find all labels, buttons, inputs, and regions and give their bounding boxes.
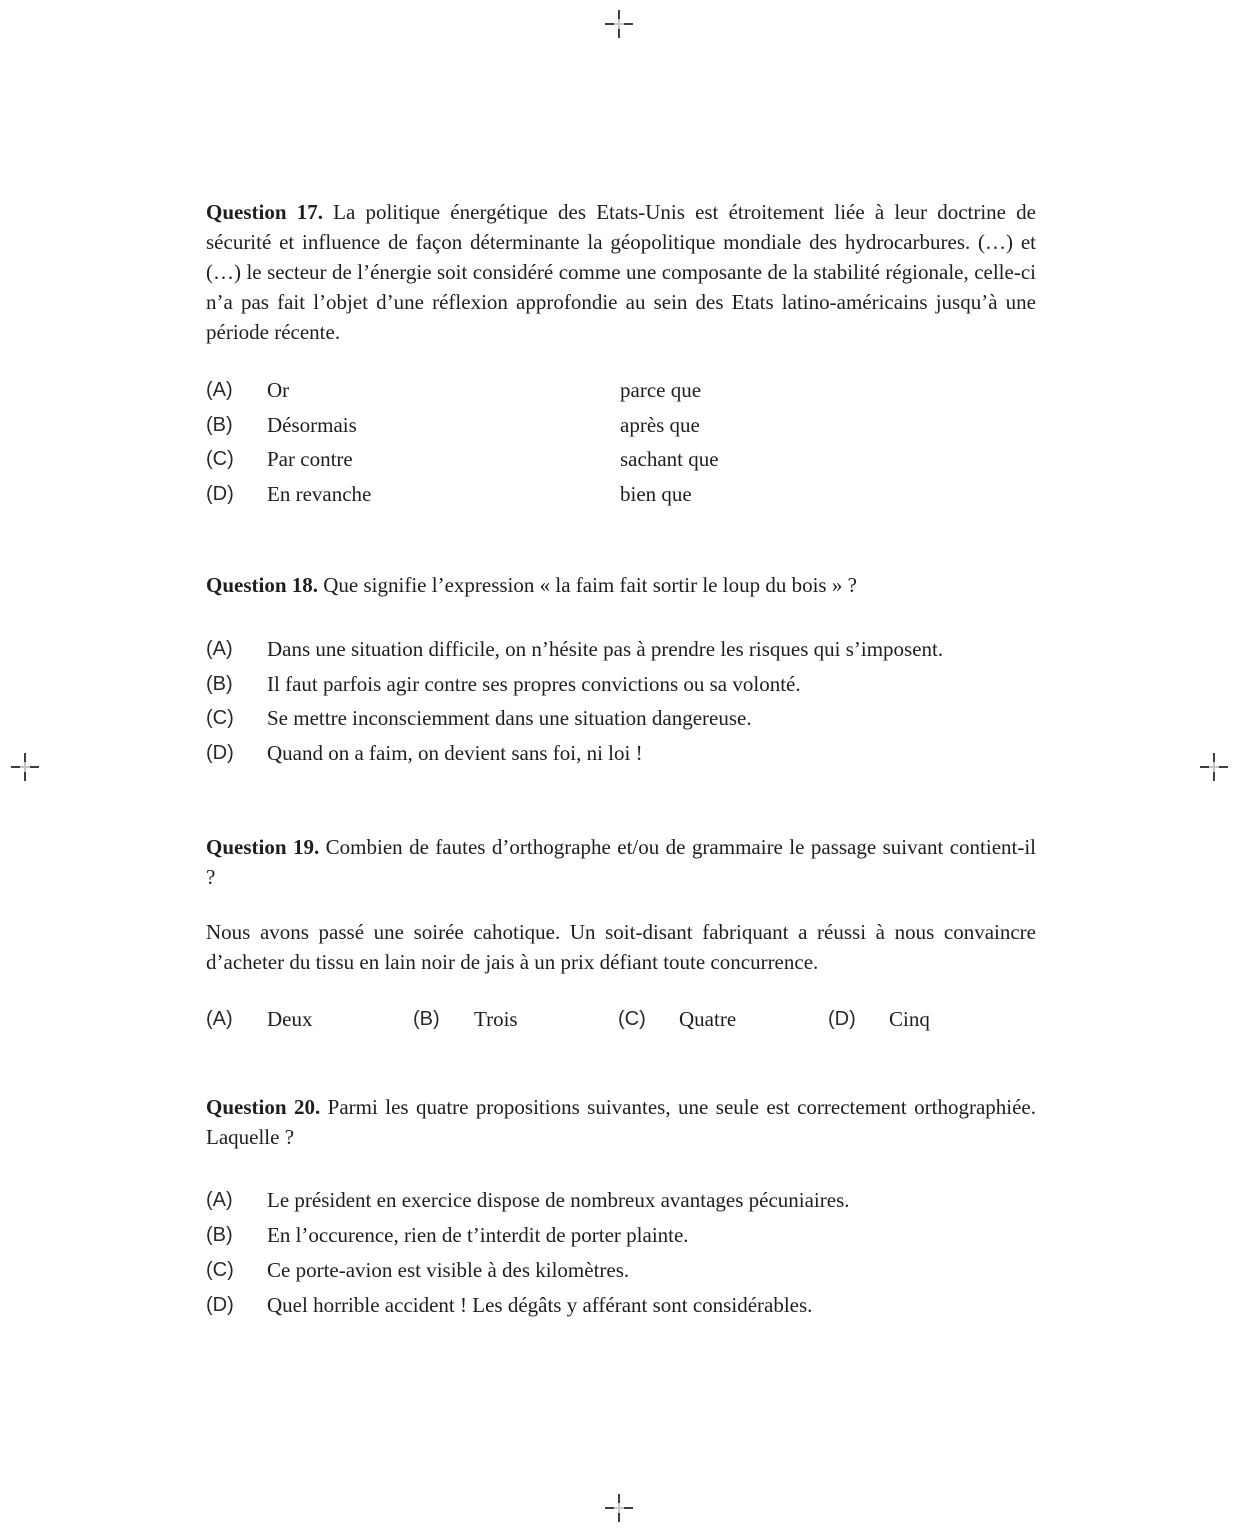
option-row xyxy=(206,373,1036,408)
option-row xyxy=(206,736,1036,771)
option-letter: (C) xyxy=(206,707,234,729)
option-cell xyxy=(413,1002,618,1037)
option-letter: (D) xyxy=(828,1008,856,1030)
option-text: Quand on a faim, on devient sans foi, ni loi ! xyxy=(267,740,643,765)
option-second-column: bien que xyxy=(620,481,692,506)
option-letter: (B) xyxy=(206,413,233,436)
option-text: Quatre xyxy=(679,1007,737,1031)
option-letter: (A) xyxy=(206,1008,233,1030)
question-17-body: La politique énergétique des Etats-Unis est étroitement liée à leur doctrine de sécurité et influence de façon déterminante la géopolitique mondiale des hydrocarbures. (…) et (…) le secteur de l’énergie soit considéré comme une composante de la stabilité régionale, celle-ci n’a pas fait l’objet d’une réflexion approfondie au sein des Etats latino-américains jusqu’à une période récente. xyxy=(206,200,1037,344)
question-19-paragraph xyxy=(206,832,1036,892)
question-17-options xyxy=(206,373,1036,511)
option-row xyxy=(206,1218,1036,1253)
option-letter: (A) xyxy=(206,379,233,401)
option-letter: (D) xyxy=(206,741,234,764)
option-second-column: sachant que xyxy=(620,447,719,471)
option-row xyxy=(206,701,1036,736)
question-18-label: Question 18. xyxy=(206,573,319,597)
option-letter: (C) xyxy=(618,1008,646,1030)
option-first-column: En revanche xyxy=(267,481,372,506)
option-row xyxy=(206,477,1036,512)
option-letter: (A) xyxy=(206,1189,233,1211)
option-text: Dans une situation difficile, on n’hésite pas à prendre les risques qui s’imposent. xyxy=(267,637,944,661)
option-letter: (B) xyxy=(206,1224,233,1246)
option-row xyxy=(206,1183,1036,1218)
option-text: Cinq xyxy=(889,1007,930,1031)
option-text: Deux xyxy=(267,1007,313,1031)
registration-mark-bottom xyxy=(605,1494,633,1522)
option-letter: (B) xyxy=(206,672,233,695)
question-19-options xyxy=(206,1002,1036,1037)
option-first-column: Par contre xyxy=(267,447,353,471)
question-20-label: Question 20. xyxy=(206,1095,321,1119)
question-19-passage: Nous avons passé une soirée cahotique. Un soit-disant fabriquant a réussi à nous convaincre d’acheter du tissu en lain noir de jais à un prix défiant toute concurrence. xyxy=(206,920,1036,974)
option-letter: (D) xyxy=(206,482,234,505)
option-text: Se mettre inconsciemment dans une situation dangereuse. xyxy=(267,706,752,730)
option-letter: (C) xyxy=(206,448,234,470)
question-17-paragraph xyxy=(206,197,1036,347)
option-cell xyxy=(618,1002,828,1037)
option-first-column: Or xyxy=(267,378,290,402)
option-letter: (D) xyxy=(206,1294,234,1316)
option-text: Le président en exercice dispose de nombreux avantages pécuniaires. xyxy=(267,1188,850,1212)
option-cell xyxy=(206,1002,413,1037)
option-letter: (B) xyxy=(413,1008,440,1030)
option-text: Il faut parfois agir contre ses propres convictions ou sa volonté. xyxy=(267,671,801,696)
option-row xyxy=(206,1253,1036,1288)
option-first-column: Désormais xyxy=(267,412,357,437)
option-row xyxy=(206,667,1036,702)
option-text: Quel horrible accident ! Les dégâts y afférant sont considérables. xyxy=(267,1293,813,1317)
option-row xyxy=(206,1288,1036,1323)
question-18-options xyxy=(206,632,1036,770)
option-text: En l’occurence, rien de t’interdit de porter plainte. xyxy=(267,1223,689,1247)
question-17-label: Question 17. xyxy=(206,200,323,224)
registration-mark-right xyxy=(1200,753,1228,781)
option-second-column: parce que xyxy=(620,378,702,402)
question-20-options xyxy=(206,1183,1036,1323)
option-cell xyxy=(828,1002,1036,1037)
registration-mark-top xyxy=(605,10,633,38)
question-19-label: Question 19. xyxy=(206,835,320,859)
question-19-body: Combien de fautes d’orthographe et/ou de grammaire le passage suivant contient-il ? xyxy=(206,835,1037,889)
question-20-body: Parmi les quatre propositions suivantes, une seule est correctement orthographiée. Laquelle ? xyxy=(206,1095,1037,1149)
question-18-body: Que signifie l’expression « la faim fait sortir le loup du bois » ? xyxy=(323,573,857,597)
option-letter: (A) xyxy=(206,638,233,660)
option-letter: (C) xyxy=(206,1259,234,1281)
option-text: Trois xyxy=(474,1007,518,1031)
option-second-column: après que xyxy=(620,412,700,437)
question-20-paragraph xyxy=(206,1092,1036,1152)
option-text: Ce porte-avion est visible à des kilomètres. xyxy=(267,1258,630,1282)
question-18-paragraph xyxy=(206,570,1036,600)
option-row xyxy=(206,442,1036,477)
option-row xyxy=(206,408,1036,443)
registration-mark-left xyxy=(11,753,39,781)
option-row xyxy=(206,632,1036,667)
